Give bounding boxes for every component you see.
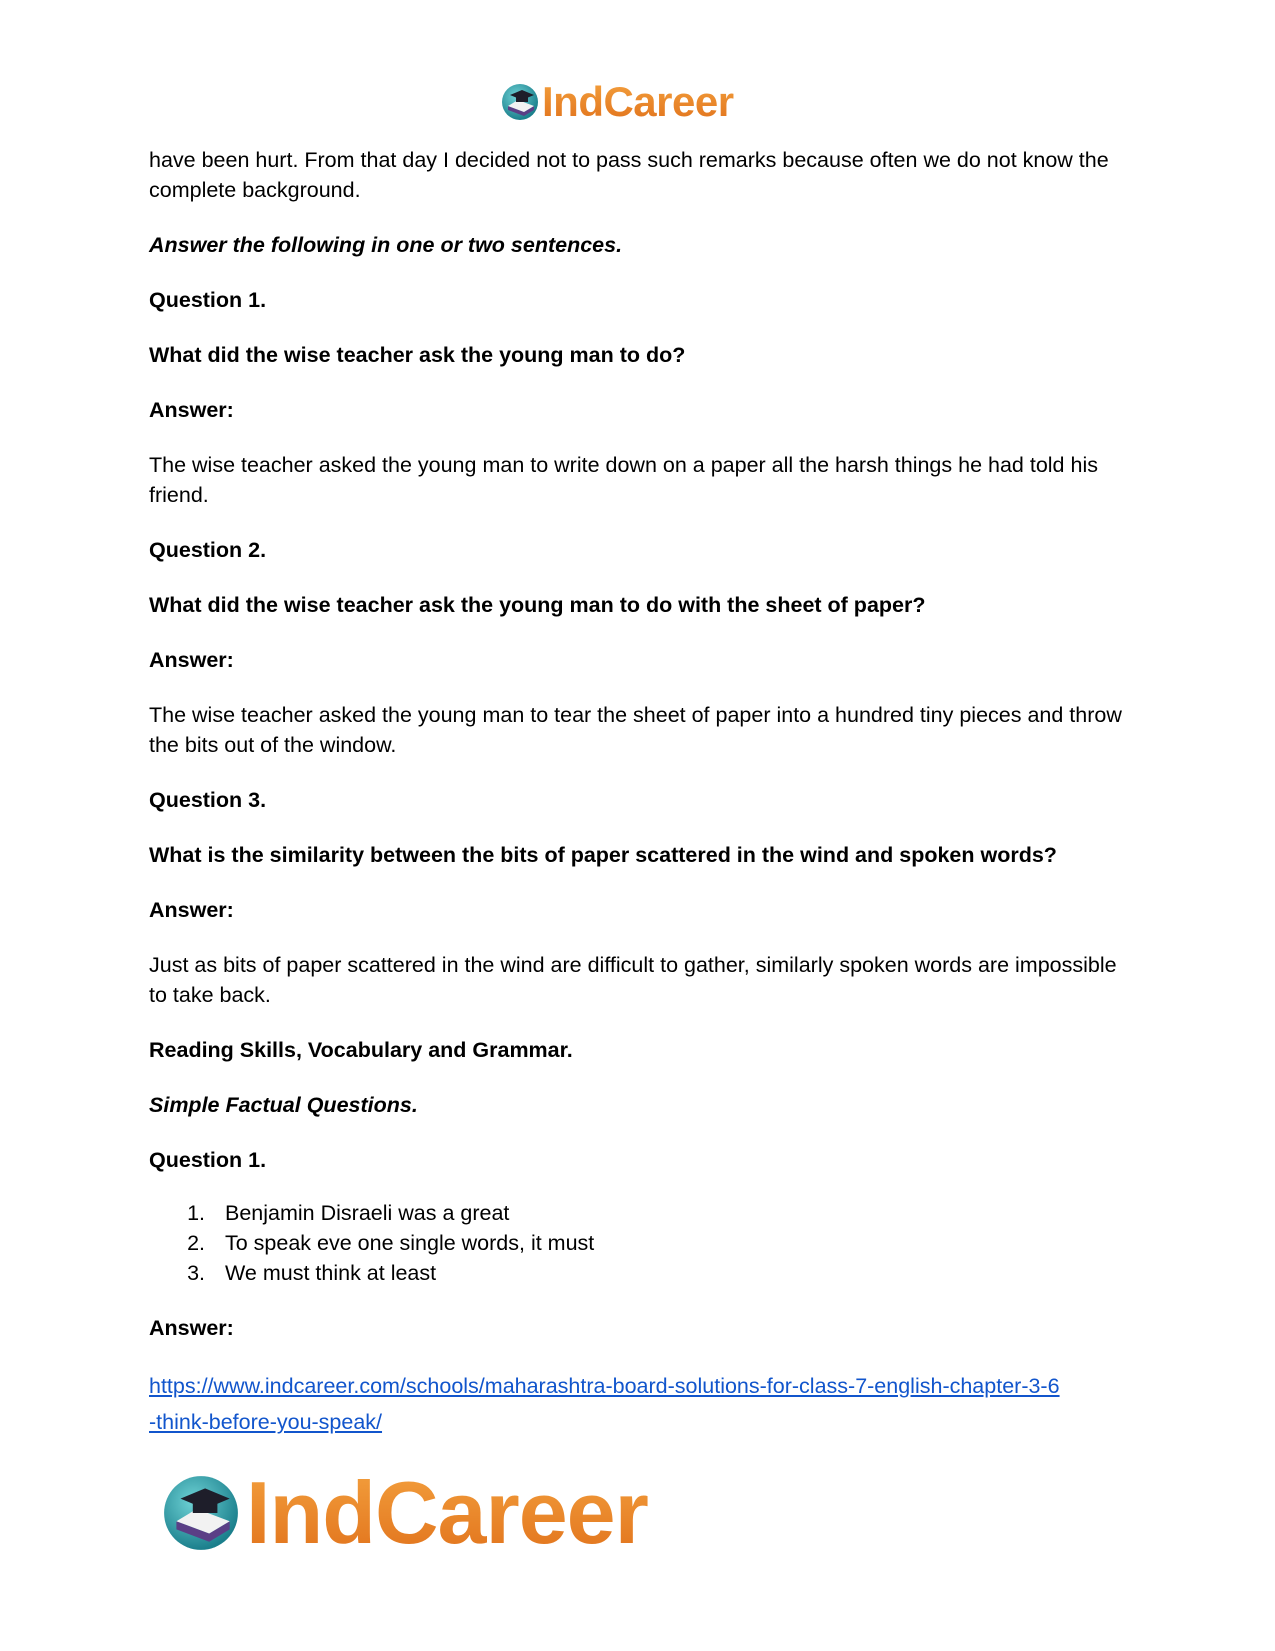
- intro-paragraph: have been hurt. From that day I decided not to pass such remarks because often we do not know the complete background.: [149, 148, 1109, 202]
- question-2-label: Question 2.: [149, 538, 267, 562]
- answer-1-label: Answer:: [149, 398, 234, 422]
- source-link-line-2[interactable]: -think-before-you-speak/: [149, 1410, 383, 1434]
- graduation-book-icon: [500, 82, 540, 122]
- question-3-text: What is the similarity between the bits of paper scattered in the wind and spoken words?: [149, 843, 1057, 867]
- answer-2-text: The wise teacher asked the young man to tear the sheet of paper into a hundred tiny pieces and throw the bits out of the window.: [149, 703, 1122, 757]
- answer-3-text: Just as bits of paper scattered in the wind are difficult to gather, similarly spoken words are impossible to take back.: [149, 953, 1117, 1007]
- document-body: [149, 145, 1129, 1440]
- logo-wordmark: IndCareer: [246, 1463, 648, 1562]
- graduation-book-icon: [160, 1472, 242, 1554]
- source-link-line-1[interactable]: https://www.indcareer.com/schools/maharashtra-board-solutions-for-class-7-english-chapter-3-6: [149, 1374, 1060, 1398]
- answer-4-label: Answer:: [149, 1316, 234, 1340]
- header-logo: [500, 78, 734, 126]
- answer-1-text: The wise teacher asked the young man to write down on a paper all the harsh things he had told his friend.: [149, 453, 1098, 507]
- answer-3-label: Answer:: [149, 898, 234, 922]
- source-link[interactable]: [149, 1368, 1129, 1440]
- question-4-label: Question 1.: [149, 1148, 267, 1172]
- answer-2-label: Answer:: [149, 648, 234, 672]
- list-item: 3. We must think at least: [187, 1261, 437, 1285]
- question-1-text: What did the wise teacher ask the young man to do?: [149, 343, 686, 367]
- footer-logo: [160, 1462, 648, 1564]
- instruction-heading: Answer the following in one or two sentences.: [149, 233, 623, 257]
- section-subheading: Simple Factual Questions.: [149, 1093, 418, 1117]
- question-3-label: Question 3.: [149, 788, 267, 812]
- question-list: [149, 1198, 1129, 1288]
- list-item: 1. Benjamin Disraeli was a great: [187, 1201, 510, 1225]
- list-item: 2. To speak eve one single words, it must: [187, 1231, 595, 1255]
- question-1-label: Question 1.: [149, 288, 267, 312]
- section-heading: Reading Skills, Vocabulary and Grammar.: [149, 1038, 573, 1062]
- logo-wordmark: IndCareer: [542, 78, 734, 125]
- question-2-text: What did the wise teacher ask the young man to do with the sheet of paper?: [149, 593, 926, 617]
